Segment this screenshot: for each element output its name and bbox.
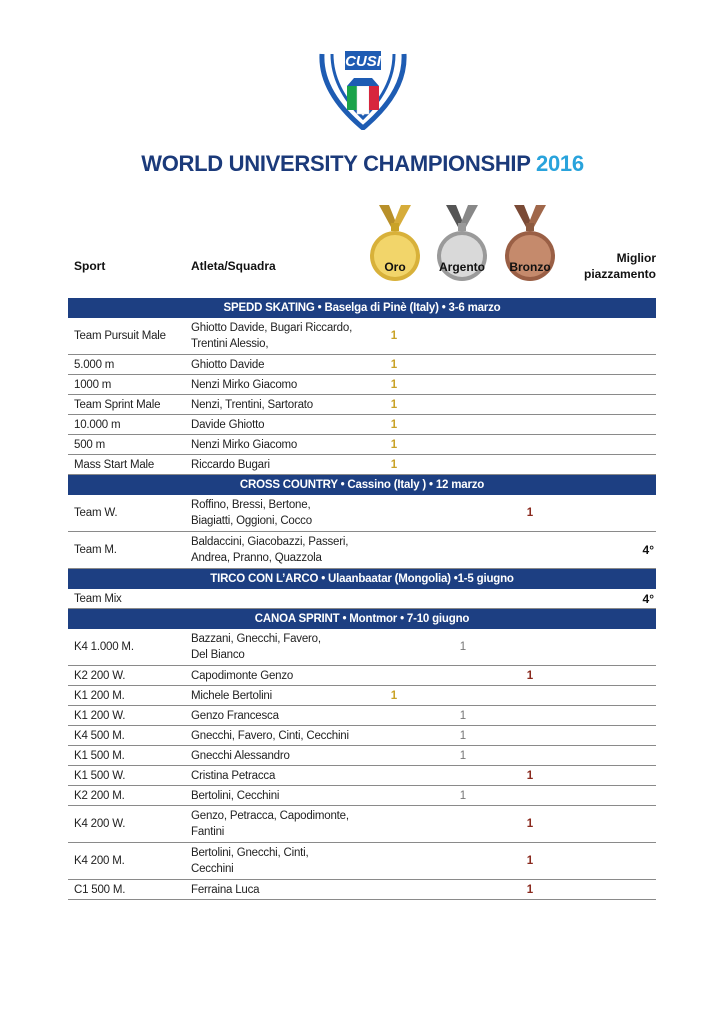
table-row (68, 318, 656, 355)
sport-cell: Team W. (74, 507, 118, 519)
header-sport: Sport (74, 259, 106, 273)
gold-cell: 1 (390, 689, 398, 702)
athlete-line: Del Bianco (191, 649, 245, 661)
gold-cell: 1 (390, 330, 398, 342)
athlete-line: Genzo Francesca (191, 709, 279, 722)
sport-cell: C1 500 M. (74, 883, 126, 896)
bronze-cell: 1 (526, 883, 534, 896)
athlete-cell (191, 845, 366, 877)
athlete-line: Cristina Petracca (191, 769, 276, 782)
table-row (68, 375, 656, 395)
table-row (68, 880, 656, 900)
sport-cell: Team Sprint Male (74, 398, 161, 411)
sport-cell: Team Mix (74, 592, 122, 605)
silver-cell: 1 (459, 641, 467, 653)
best-placement-cell: 4° (642, 591, 654, 606)
table-row (68, 435, 656, 455)
header-best-line2: piazzamento (583, 267, 656, 281)
athlete-line: Bertolini, Cecchini (191, 789, 280, 802)
bronze-cell: 1 (526, 669, 534, 682)
athlete-line: Davide Ghiotto (191, 418, 265, 431)
athlete-cell (191, 417, 366, 433)
athlete-cell (191, 320, 366, 352)
athlete-cell (191, 631, 366, 663)
athlete-cell (191, 688, 366, 704)
sport-cell: K1 200 W. (74, 709, 126, 722)
athlete-line: Michele Bertolini (191, 689, 272, 702)
athlete-cell (191, 437, 366, 453)
best-placement-cell: 4° (642, 543, 654, 557)
athlete-line: Cecchini (191, 863, 234, 875)
bronze-cell: 1 (526, 855, 534, 867)
sport-cell: K4 1.000 M. (74, 641, 134, 653)
header-athlete: Atleta/Squadra (191, 259, 276, 273)
section-header: CROSS COUNTRY • Cassino (Italy ) • 12 marzo (68, 475, 656, 495)
gold-cell: 1 (390, 438, 398, 451)
header-best-line1: Miglior (616, 251, 656, 265)
table-row (68, 686, 656, 706)
bronze-cell: 1 (526, 818, 534, 830)
title-year: 2016 (536, 151, 584, 176)
section-header: CANOA SPRINT • Montmor • 7-10 giugno (68, 609, 656, 629)
athlete-cell (191, 397, 366, 413)
athlete-line: Capodimonte Genzo (191, 669, 294, 682)
logo-text: CUSI (345, 53, 381, 70)
gold-cell: 1 (390, 378, 398, 391)
athlete-line: Gnecchi, Favero, Cinti, Cecchini (191, 729, 349, 742)
sport-cell: K4 500 M. (74, 729, 125, 742)
athlete-cell (191, 882, 366, 898)
sport-cell: Mass Start Male (74, 458, 155, 471)
sport-cell: Team Pursuit Male (74, 330, 166, 342)
athlete-line: Fantini (191, 826, 225, 838)
table-row (68, 589, 656, 609)
athlete-line: Bazzani, Gnecchi, Favero, (191, 633, 321, 645)
results-table (68, 298, 656, 900)
athlete-cell (191, 768, 366, 784)
gold-cell: 1 (390, 398, 398, 411)
athlete-line: Riccardo Bugari (191, 458, 270, 471)
page-title (0, 151, 725, 177)
sport-cell: K1 500 W. (74, 769, 126, 782)
sport-cell: K2 200 M. (74, 789, 125, 802)
athlete-line: Genzo, Petracca, Capodimonte, (191, 810, 349, 822)
silver-cell: 1 (459, 729, 467, 742)
sport-cell: K4 200 M. (74, 855, 125, 867)
table-row (68, 666, 656, 686)
header-bronze: Bronzo (509, 260, 551, 274)
athlete-line: Baldaccini, Giacobazzi, Passeri, (191, 536, 349, 548)
athlete-line: Nenzi, Trentini, Sartorato (191, 398, 313, 411)
athlete-line: Gnecchi Alessandro (191, 749, 290, 762)
athlete-line: Nenzi Mirko Giacomo (191, 378, 298, 391)
table-row (68, 806, 656, 843)
athlete-line: Nenzi Mirko Giacomo (191, 438, 298, 451)
table-row (68, 786, 656, 806)
bronze-cell: 1 (526, 507, 534, 519)
athlete-cell (191, 788, 366, 804)
table-row (68, 706, 656, 726)
athlete-line: Ghiotto Davide, Bugari Riccardo, (191, 322, 353, 334)
sport-cell: 5.000 m (74, 358, 115, 371)
sport-cell: 500 m (74, 438, 105, 451)
athlete-line: Ghiotto Davide (191, 358, 265, 371)
header-gold: Oro (384, 260, 406, 274)
sport-cell: K4 200 W. (74, 818, 126, 830)
sport-cell: Team M. (74, 544, 117, 556)
table-row (68, 415, 656, 435)
gold-cell: 1 (390, 458, 398, 471)
section-header: SPEDD SKATING • Baselga di Pinè (Italy) • 3-6 marzo (68, 298, 656, 318)
title-main: WORLD UNIVERSITY CHAMPIONSHIP (141, 151, 531, 176)
athlete-line: Biagiatti, Oggioni, Cocco (191, 515, 312, 527)
sport-cell: K1 500 M. (74, 749, 125, 762)
header-best (575, 250, 656, 282)
sport-cell: K2 200 W. (74, 669, 126, 682)
athlete-cell (191, 668, 366, 684)
sport-cell: 10.000 m (74, 418, 121, 431)
athlete-cell (191, 728, 366, 744)
silver-cell: 1 (459, 709, 467, 722)
athlete-line: Trentini Alessio, (191, 338, 269, 350)
header-silver: Argento (439, 260, 485, 274)
silver-cell: 1 (459, 749, 467, 762)
cusi-logo (318, 48, 408, 130)
gold-cell: 1 (390, 418, 398, 431)
athlete-line: Ferraina Luca (191, 883, 260, 896)
athlete-cell (191, 708, 366, 724)
table-row (68, 843, 656, 880)
athlete-cell (191, 357, 366, 373)
athlete-line: Andrea, Pranno, Quazzola (191, 552, 322, 564)
table-row (68, 766, 656, 786)
athlete-line: Bertolini, Gnecchi, Cinti, (191, 847, 309, 859)
silver-cell: 1 (459, 789, 467, 802)
sport-cell: 1000 m (74, 378, 112, 391)
athlete-cell (191, 497, 366, 529)
table-row (68, 455, 656, 475)
table-row (68, 532, 656, 569)
athlete-line: Roffino, Bressi, Bertone, (191, 499, 311, 511)
table-row (68, 495, 656, 532)
section-header: TIRCO CON L’ARCO • Ulaanbaatar (Mongolia) •1-5 giugno (68, 569, 656, 589)
bronze-cell: 1 (526, 769, 534, 782)
athlete-cell (191, 808, 366, 840)
athlete-cell (191, 457, 366, 473)
athlete-cell (191, 534, 366, 566)
athlete-cell (191, 748, 366, 764)
gold-cell: 1 (390, 358, 398, 371)
table-row (68, 395, 656, 415)
table-row (68, 746, 656, 766)
table-row (68, 726, 656, 746)
sport-cell: K1 200 M. (74, 689, 125, 702)
athlete-cell (191, 377, 366, 393)
table-row (68, 629, 656, 666)
table-row (68, 355, 656, 375)
